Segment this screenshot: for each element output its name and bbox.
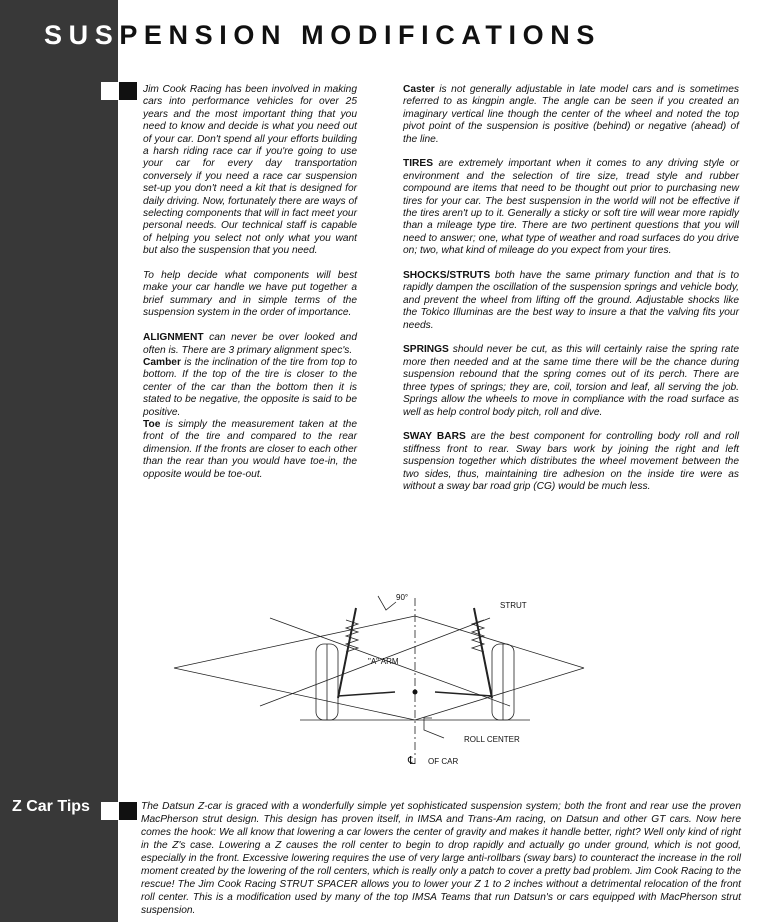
right-strut [474,608,492,698]
right-column [403,84,739,506]
toe-paragraph [143,419,357,481]
help-paragraph: To help decide what components will best make your car handle we have put together a brief summary and in simple terms of the suspension system in the order of importance. [143,270,357,319]
perspective-line [415,616,584,668]
left-strut [338,608,356,698]
right-a-arm [435,692,492,696]
section-marker-icon [101,82,137,100]
shocks-heading: SHOCKS/STRUTS [403,270,491,282]
springs-heading: SPRINGS [403,344,449,356]
springs-paragraph [403,344,739,418]
suspension-diagram [170,588,590,778]
suspension-diagram-svg [170,588,590,778]
sway-bars-text: are the best component for controlling body roll and roll stiffness front to rear. Sway bars work by joining the right and left suspension together which distributes the wheel movement between the two sides, thus, maintaining tire adhesion on the inside tire were as without a sway bar road grip (CG) would be much less. [403,431,740,492]
page-title-part-2: PENSION MODIFICATIONS [119,20,601,50]
angle-label: 90° [396,593,409,602]
toe-text: is simply the measurement taken at the front of the tire and compared to the rear dimension. If the fronts are closer to each other than the rear than you would have toe-in, the opposite would be toe-out. [143,418,357,480]
alignment-heading: ALIGNMENT [143,332,204,344]
tires-heading: TIRES [403,158,434,170]
perspective-line [415,668,584,720]
roll-center-leader [424,718,444,738]
caster-paragraph [403,84,739,146]
perspective-line [174,668,415,720]
a-arm-label: "A" ARM [368,657,399,666]
left-a-arm [338,692,395,696]
alignment-paragraph [143,332,357,357]
alignment-text: can never be over looked and often is. There are 3 primary alignment spec's. [143,332,357,356]
shocks-text: both have the same primary function and that is to rapidly dampen the oscillation of the suspension springs and vehicle body, and prevent the wheel from lifting off the ground. Adjustable shocks like the Tokico Illuminas are the best way to insure a that the valving fits your needs. [403,270,739,331]
shocks-paragraph [403,270,739,332]
roll-center-label: ROLL CENTER [464,735,520,744]
tips-paragraph: The Datsun Z-car is graced with a wonderfully simple yet sophisticated suspension system; both the front and rear use the proven MacPherson strut design. This design has proven itself, in IMSA and Trans-Am racing, on Datsun and other GT cars. Now here comes the hook: We all know that lowering a car lowers the center of gravity and makes it handle better, right? Well only kind of right in the Z's case. Lowering a Z causes the roll center to begin to drop rapidly and actually go under ground, which is not good, especially in the front. Excessive lowering requires the use of very large anti-rollbars (sway bars) to counteract the increase in the roll moment created by the lowering of the roll centers, which is really only a patch to cover a pretty bad problem. Jim Cook Racing to the rescue! The Jim Cook Racing STRUT SPACER allows you to lower your Z 1 to 2 inches without a detrimental relocation of the front roll center. This is a modification used by many of the top IMSA Teams that run Datsun's or cars equipped with MacPherson strut suspension. [141,801,741,916]
car-centerline-symbol: ℄ [408,755,416,767]
page-title [44,18,601,52]
right-angle-mark [378,596,396,610]
caster-heading: Caster [403,84,435,95]
camber-text: is the inclination of the tire from top to bottom. If the top of the tire is closer to the center of the car than the bottom then it is stated to be negative, the opposite is said to be positive. [143,356,357,418]
sway-bars-heading: SWAY BARS [403,431,466,443]
intro-paragraph: Jim Cook Racing has been involved in making cars into performance vehicles for over 25 years and the most important thing that you need to know and decide is what you need out of your car. Don't spend all your efforts building a harsh riding race car if you're going to use your car for every day transportation conversely if you need a race car suspension set-up you don't need a kit that is designed for daily driving. Now, fortunately there are ways of selecting components that will in fact meet your personal needs. Our technical staff is capable of helping you select not only what you want but also the suspension that you need. [143,84,357,257]
camber-heading: Camber [143,356,181,368]
strut-label: STRUT [500,601,527,610]
left-sidebar-band [0,0,118,922]
caster-text: is not generally adjustable in late model cars and is sometimes referred to as kingpin angle. The angle can be seen if you created an imaginary vertical line though the center of the wheel and noted the top pivot point of the suspension is positive (behind) or negative (ahead) of the line. [403,84,739,145]
car-label: OF CAR [428,757,459,766]
sway-bars-paragraph [403,431,739,493]
toe-heading: Toe [143,418,161,430]
tires-paragraph [403,158,739,257]
tires-text: are extremely important when it comes to any driving style or environment and the selection of tire size, tread style and rubber compound are items that need to be thought out prior to purchasing new tires for your car. The best suspension in the world will not be effective if the tires aren't up to it. Generally a sticky or soft tire will wear more rapidly than a mileage type tire. There are two pertinent questions that you will need to answer; one, what type of weather and road surfaces do you drive on; two, what kind of mileage do you expect from your tires. [403,158,739,257]
camber-paragraph [143,357,357,419]
tips-title: Z Car Tips [12,798,90,815]
left-column [143,84,357,493]
tips-marker-icon [101,802,137,820]
roll-center-point [413,690,418,695]
springs-text: should never be cut, as this will certainly raise the spring rate more then needed and at the same time there will be the chance during suspension rebound that the spring comes out of its perch. There are three types of springs; they are, coil, torsion and leaf, all serving the job. Springs allow the wheels to move in compliance with the road surface as well as help control body pitch, roll and dive. [403,344,739,418]
page-title-part-1: SUS [44,20,120,50]
